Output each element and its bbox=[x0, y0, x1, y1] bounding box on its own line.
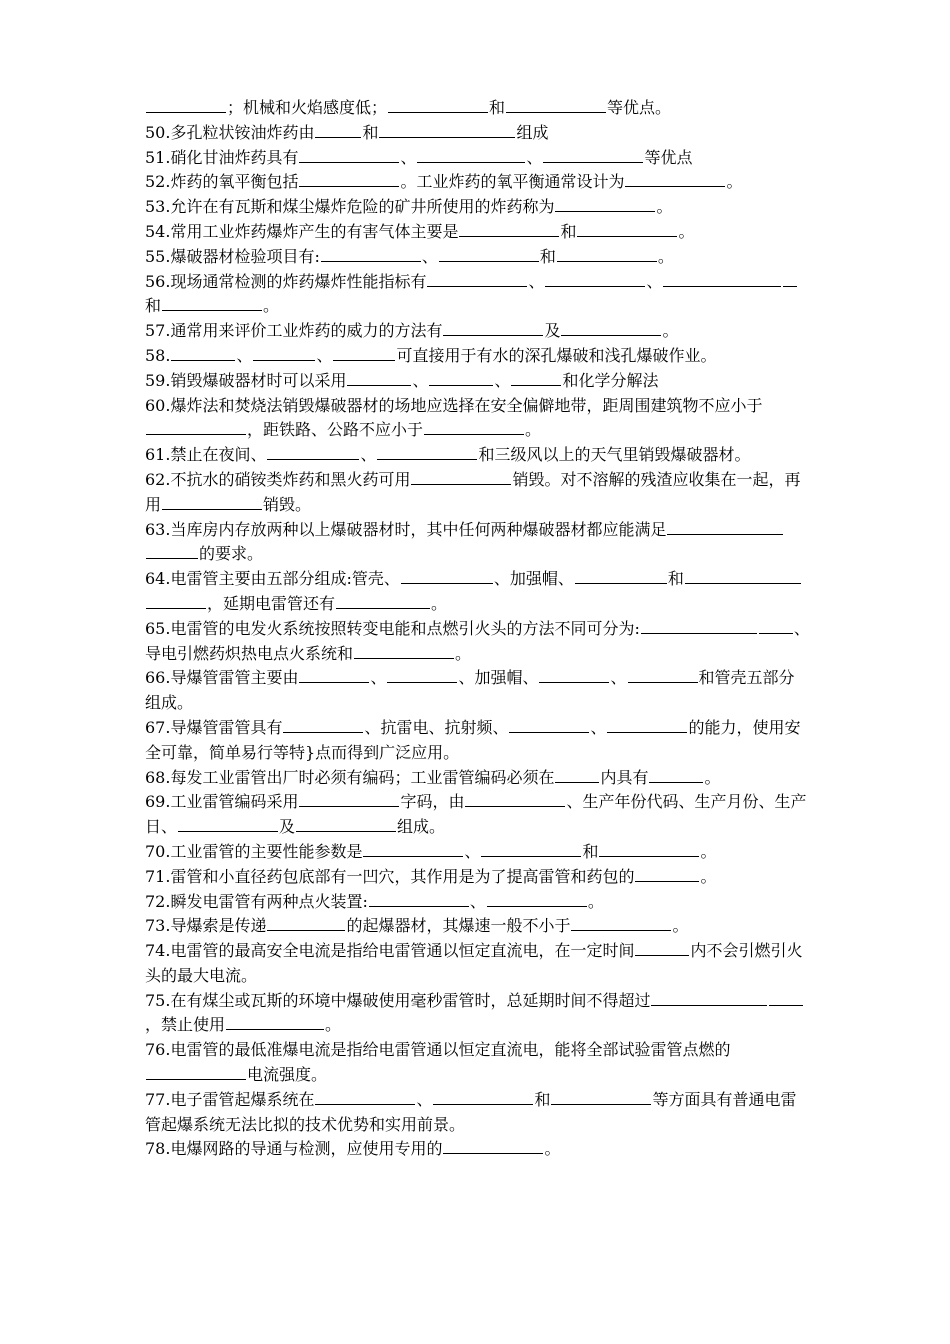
question-text: 、 bbox=[590, 717, 607, 737]
question-text: 73.导爆索是传递 bbox=[145, 916, 267, 936]
answer-blank bbox=[667, 520, 783, 535]
answer-blank bbox=[607, 718, 687, 733]
question-text: 。 bbox=[455, 643, 472, 663]
question-text: ，延期电雷管还有 bbox=[207, 593, 336, 613]
question-text: 的起爆器材，其爆速一般不小于 bbox=[346, 916, 571, 936]
question-item bbox=[145, 96, 810, 121]
question-text: 64.电雷管主要由五部分组成:管壳、 bbox=[145, 569, 400, 589]
question-item bbox=[145, 567, 810, 617]
answer-blank bbox=[465, 792, 565, 807]
question-text: 70.工业雷管的主要性能参数是 bbox=[145, 841, 363, 861]
question-text: 66.导爆管雷管主要由 bbox=[145, 668, 299, 688]
question-item bbox=[145, 319, 810, 344]
question-text: 51.硝化甘油炸药具有 bbox=[145, 147, 299, 167]
answer-blank bbox=[635, 941, 689, 956]
answer-blank bbox=[146, 594, 206, 609]
question-text: 。 bbox=[525, 420, 542, 440]
question-text: 和 bbox=[582, 841, 599, 861]
question-text: 。 bbox=[704, 767, 721, 787]
question-item bbox=[145, 245, 810, 270]
answer-blank bbox=[347, 371, 411, 386]
answer-blank bbox=[354, 644, 454, 659]
question-text: 及 bbox=[279, 817, 296, 837]
question-text: 78.电爆网路的导通与检测，应使用专用的 bbox=[145, 1139, 443, 1159]
answer-blank bbox=[511, 371, 561, 386]
question-text: 。 bbox=[657, 246, 674, 266]
question-text: 和 bbox=[560, 221, 577, 241]
question-text: 和化学分解法 bbox=[562, 370, 659, 390]
answer-blank bbox=[162, 495, 262, 510]
question-item bbox=[145, 1088, 810, 1138]
question-text: 。 bbox=[726, 172, 743, 192]
answer-blank bbox=[539, 668, 609, 683]
question-text: 电流强度。 bbox=[247, 1065, 328, 1085]
question-text: 52.炸药的氧平衡包括 bbox=[145, 172, 299, 192]
answer-blank bbox=[171, 346, 235, 361]
answer-blank bbox=[557, 247, 657, 262]
answer-blank bbox=[545, 272, 645, 287]
answer-blank bbox=[299, 792, 399, 807]
question-text: 。 bbox=[700, 841, 717, 861]
question-text: 76.电雷管的最低准爆电流是指给电雷管通以恒定直流电，能将全部试验雷管点燃的 bbox=[145, 1040, 731, 1060]
question-text: 、 bbox=[360, 445, 377, 465]
question-item bbox=[145, 195, 810, 220]
answer-blank bbox=[336, 594, 430, 609]
question-item bbox=[145, 840, 810, 865]
question-text: 和 bbox=[145, 296, 162, 316]
question-item bbox=[145, 394, 810, 444]
question-text: 、 bbox=[370, 668, 387, 688]
answer-blank bbox=[363, 842, 463, 857]
question-item bbox=[145, 344, 810, 369]
answer-blank bbox=[379, 123, 515, 138]
question-text: 、生产年份代码、生产月份、生产日、 bbox=[145, 792, 807, 837]
question-text: 、 bbox=[469, 891, 486, 911]
question-text: 。 bbox=[431, 593, 448, 613]
answer-blank bbox=[299, 148, 399, 163]
question-text: 、 bbox=[236, 345, 253, 365]
answer-blank bbox=[506, 98, 606, 113]
question-text: 、 bbox=[400, 147, 417, 167]
question-item bbox=[145, 1038, 810, 1088]
question-item bbox=[145, 716, 810, 766]
answer-blank bbox=[369, 892, 469, 907]
answer-blank bbox=[769, 991, 803, 1006]
question-text: 61.禁止在夜间、 bbox=[145, 445, 267, 465]
question-text: 、 bbox=[316, 345, 333, 365]
question-item bbox=[145, 518, 810, 568]
answer-blank bbox=[226, 1015, 324, 1030]
question-text: 和 bbox=[362, 122, 379, 142]
answer-blank bbox=[401, 569, 493, 584]
question-text: ；机械和火焰感度低； bbox=[227, 98, 388, 117]
answer-blank bbox=[321, 247, 421, 262]
answer-blank bbox=[443, 321, 543, 336]
answer-blank bbox=[162, 296, 262, 311]
question-text: ，禁止使用 bbox=[145, 1015, 226, 1035]
question-text: 、加强帽、 bbox=[493, 569, 574, 589]
question-text: 77.电子雷管起爆系统在 bbox=[145, 1089, 315, 1109]
question-text: 销毁。 bbox=[263, 494, 312, 514]
answer-blank bbox=[296, 817, 396, 832]
question-text: 字码，由 bbox=[400, 792, 465, 812]
question-text: 组成 bbox=[516, 122, 549, 142]
answer-blank bbox=[571, 916, 671, 931]
answer-blank bbox=[635, 867, 699, 882]
question-text: 等优点。 bbox=[607, 98, 672, 117]
question-text: 、 bbox=[526, 147, 543, 167]
answer-blank bbox=[783, 272, 797, 287]
question-text: 55.爆破器材检验项目有: bbox=[145, 246, 320, 266]
answer-blank bbox=[439, 247, 539, 262]
answer-blank bbox=[651, 991, 767, 1006]
answer-blank bbox=[267, 916, 345, 931]
answer-blank bbox=[333, 346, 395, 361]
question-item bbox=[145, 443, 810, 468]
question-text: 、加强帽、 bbox=[458, 668, 539, 688]
question-text: 和 bbox=[534, 1089, 551, 1109]
question-text: 等优点 bbox=[644, 147, 693, 167]
answer-blank bbox=[315, 123, 361, 138]
question-item bbox=[145, 146, 810, 171]
question-item bbox=[145, 939, 810, 989]
answer-blank bbox=[487, 892, 587, 907]
question-text: 、导电引燃药炽热电点火系统和 bbox=[145, 618, 810, 663]
answer-blank bbox=[481, 842, 581, 857]
answer-blank bbox=[387, 668, 457, 683]
question-text: 、 bbox=[528, 271, 545, 291]
answer-blank bbox=[146, 1065, 246, 1080]
question-text: 57.通常用来评价工业炸药的威力的方法有 bbox=[145, 321, 443, 341]
question-text: 和 bbox=[489, 98, 506, 117]
question-text: 和 bbox=[667, 569, 684, 589]
answer-blank bbox=[628, 668, 698, 683]
question-list bbox=[145, 96, 810, 1162]
question-item bbox=[145, 890, 810, 915]
answer-blank bbox=[561, 321, 661, 336]
question-text: 等方面具有普通电雷管起爆系统无法比拟的技术优势和实用前景。 bbox=[145, 1089, 797, 1134]
answer-blank bbox=[555, 197, 655, 212]
answer-blank bbox=[283, 718, 363, 733]
question-text: 。 bbox=[656, 197, 673, 217]
question-text: 销毁。对不溶解的残渣应收集在一起，再用 bbox=[145, 469, 801, 514]
question-text: 及 bbox=[544, 321, 561, 341]
question-item bbox=[145, 468, 810, 518]
question-item bbox=[145, 914, 810, 939]
question-text: 和三级风以上的天气里销毁爆破器材。 bbox=[478, 445, 751, 465]
answer-blank bbox=[649, 768, 703, 783]
question-item bbox=[145, 270, 810, 320]
question-text: 63.当库房内存放两种以上爆破器材时，其中任何两种爆破器材都应能满足 bbox=[145, 519, 667, 539]
question-text: 56.现场通常检测的炸药爆炸性能指标有 bbox=[145, 271, 427, 291]
question-text: 和管壳五部分组成。 bbox=[145, 668, 795, 713]
answer-blank bbox=[577, 222, 677, 237]
question-text: 的要求。 bbox=[199, 544, 264, 564]
question-text: 69.工业雷管编码采用 bbox=[145, 792, 299, 812]
question-text: 、 bbox=[464, 841, 481, 861]
question-text: 74.电雷管的最高安全电流是指给电雷管通以恒定直流电，在一定时间 bbox=[145, 941, 635, 961]
question-item bbox=[145, 1137, 810, 1162]
question-text: 72.瞬发电雷管有两种点火装置: bbox=[145, 891, 368, 911]
question-text: ，距铁路、公路不应小于 bbox=[247, 420, 424, 440]
question-text: 53.允许在有瓦斯和煤尘爆炸危险的矿井所使用的炸药称为 bbox=[145, 197, 555, 217]
answer-blank bbox=[759, 619, 793, 634]
answer-blank bbox=[424, 420, 524, 435]
question-text: 、抗雷电、抗射频、 bbox=[364, 717, 509, 737]
answer-blank bbox=[443, 1139, 543, 1154]
answer-blank bbox=[411, 470, 511, 485]
answer-blank bbox=[575, 569, 667, 584]
answer-blank bbox=[146, 98, 226, 113]
answer-blank bbox=[551, 1090, 651, 1105]
question-item bbox=[145, 220, 810, 245]
question-text: 75.在有煤尘或瓦斯的环境中爆破使用毫秒雷管时，总延期时间不得超过 bbox=[145, 990, 651, 1010]
question-item bbox=[145, 766, 810, 791]
question-item bbox=[145, 617, 810, 667]
answer-blank bbox=[555, 768, 599, 783]
question-text: 58. bbox=[145, 345, 171, 365]
answer-blank bbox=[377, 445, 477, 460]
answer-blank bbox=[315, 1090, 415, 1105]
question-text: 65.电雷管的电发火系统按照转变电能和点燃引火头的方法不同可分为: bbox=[145, 618, 640, 638]
question-text: 、 bbox=[412, 370, 429, 390]
question-item bbox=[145, 989, 810, 1039]
question-item bbox=[145, 170, 810, 195]
question-text: 内不会引燃引火头的最大电流。 bbox=[145, 941, 803, 985]
answer-blank bbox=[509, 718, 589, 733]
question-item bbox=[145, 865, 810, 890]
question-text: 。 bbox=[325, 1015, 342, 1035]
answer-blank bbox=[433, 1090, 533, 1105]
question-text: 68.每发工业雷管出厂时必须有编码；工业雷管编码必须在 bbox=[145, 767, 555, 787]
question-text: 。 bbox=[678, 221, 695, 241]
answer-blank bbox=[417, 148, 525, 163]
question-text: 。 bbox=[263, 296, 280, 316]
answer-blank bbox=[429, 371, 493, 386]
answer-blank bbox=[253, 346, 315, 361]
question-text: 内具有 bbox=[600, 767, 649, 787]
answer-blank bbox=[267, 445, 359, 460]
question-text: 组成。 bbox=[397, 817, 446, 837]
answer-blank bbox=[663, 272, 781, 287]
question-item bbox=[145, 121, 810, 146]
answer-blank bbox=[427, 272, 527, 287]
question-text: 60.爆炸法和焚烧法销毁爆破器材的场地应选择在安全偏僻地带，距周围建筑物不应小于 bbox=[145, 395, 763, 415]
answer-blank bbox=[641, 619, 757, 634]
question-text: 。工业炸药的氧平衡通常设计为 bbox=[400, 172, 625, 192]
question-text: 的能力，使用安全可靠，简单易行等特}点而得到广泛应用。 bbox=[145, 717, 801, 762]
question-text: 67.导爆管雷管具有 bbox=[145, 717, 283, 737]
question-text: 。 bbox=[700, 866, 717, 886]
answer-blank bbox=[599, 842, 699, 857]
question-item bbox=[145, 369, 810, 394]
question-item bbox=[145, 790, 810, 840]
question-text: 可直接用于有水的深孔爆破和浅孔爆破作业。 bbox=[396, 345, 717, 365]
question-text: 59.销毁爆破器材时可以采用 bbox=[145, 370, 347, 390]
question-text: 。 bbox=[672, 916, 689, 936]
answer-blank bbox=[685, 569, 801, 584]
answer-blank bbox=[146, 420, 246, 435]
question-text: 。 bbox=[544, 1139, 561, 1159]
answer-blank bbox=[299, 172, 399, 187]
question-text: 、 bbox=[421, 246, 438, 266]
answer-blank bbox=[299, 668, 369, 683]
question-text: 和 bbox=[539, 246, 556, 266]
answer-blank bbox=[459, 222, 559, 237]
question-text: 、 bbox=[416, 1089, 433, 1109]
question-item bbox=[145, 666, 810, 716]
answer-blank bbox=[146, 544, 198, 559]
answer-blank bbox=[388, 98, 488, 113]
question-text: 71.雷管和小直径药包底部有一凹穴，其作用是为了提高雷管和药包的 bbox=[145, 866, 635, 886]
question-text: 62.不抗水的硝铵类炸药和黑火药可用 bbox=[145, 469, 411, 489]
answer-blank bbox=[625, 172, 725, 187]
question-text: 。 bbox=[587, 891, 604, 911]
question-text: 、 bbox=[646, 271, 663, 291]
question-text: 54.常用工业炸药爆炸产生的有害气体主要是 bbox=[145, 221, 459, 241]
answer-blank bbox=[543, 148, 643, 163]
question-text: 50.多孔粒状铵油炸药由 bbox=[145, 122, 315, 142]
question-text: 、 bbox=[494, 370, 511, 390]
question-text: 、 bbox=[610, 668, 627, 688]
answer-blank bbox=[178, 817, 278, 832]
question-text: 。 bbox=[662, 321, 679, 341]
